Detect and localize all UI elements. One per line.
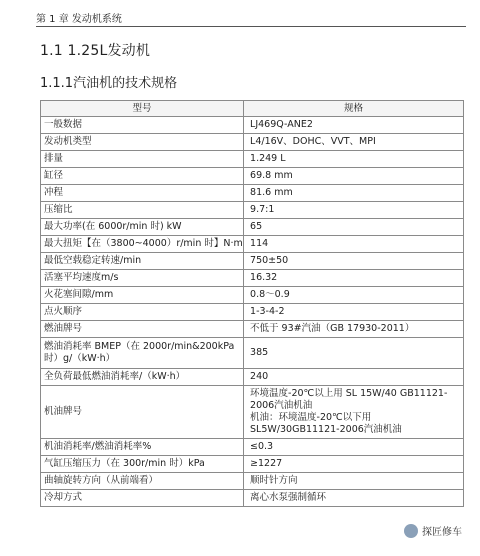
table-row: [41, 490, 464, 507]
table-row: [41, 151, 464, 168]
table-row: [41, 134, 464, 151]
table-header-row: [41, 101, 464, 117]
row-label: 最大扭矩【在（3800~4000）r/min 时】N·m: [41, 236, 244, 253]
row-value: 114: [244, 236, 464, 253]
row-value: 240: [244, 369, 464, 386]
table-row: [41, 456, 464, 473]
row-value: 750±50: [244, 253, 464, 270]
row-value: L4/16V、DOHC、VVT、MPI: [244, 134, 464, 151]
watermark: [400, 521, 466, 540]
row-value: 16.32: [244, 270, 464, 287]
table-row: [41, 185, 464, 202]
header-spec: 规格: [244, 101, 464, 117]
watermark-text: 探匠修车: [422, 527, 462, 538]
row-value: ≤0.3: [244, 439, 464, 456]
row-value: 1.249 L: [244, 151, 464, 168]
table-row: [41, 117, 464, 134]
row-label: 火花塞间隙/mm: [41, 287, 244, 304]
spec-table: [40, 100, 464, 507]
row-value: 1-3-4-2: [244, 304, 464, 321]
row-value: 离心水泵强制循环: [244, 490, 464, 507]
table-row: [41, 253, 464, 270]
row-value: 顺时针方向: [244, 473, 464, 490]
table-row: [41, 321, 464, 338]
row-label: 排量: [41, 151, 244, 168]
row-label: 冲程: [41, 185, 244, 202]
table-row: [41, 473, 464, 490]
table-row: [41, 287, 464, 304]
table-row: [41, 219, 464, 236]
row-label: 缸径: [41, 168, 244, 185]
header-divider: [36, 26, 466, 27]
row-value: 65: [244, 219, 464, 236]
table-row: [41, 168, 464, 185]
row-label: 冷却方式: [41, 490, 244, 507]
chapter-header: 第 1 章 发动机系统: [36, 14, 122, 25]
row-value: 不低于 93#汽油（GB 17930-2011）: [244, 321, 464, 338]
row-label: 活塞平均速度m/s: [41, 270, 244, 287]
row-label: 发动机类型: [41, 134, 244, 151]
row-label: 燃油消耗率 BMEP（在 2000r/min&200kPa 时）g/（kW·h）: [41, 338, 244, 369]
section-title: 1.1 1.25L发动机: [40, 43, 151, 59]
header-model: 型号: [41, 101, 244, 117]
row-label: 气缸压缩压力（在 300r/min 时）kPa: [41, 456, 244, 473]
row-label: 曲轴旋转方向（从前端看）: [41, 473, 244, 490]
row-value: LJ469Q-ANE2: [244, 117, 464, 134]
row-label: 机油牌号: [41, 386, 244, 439]
row-value: 385: [244, 338, 464, 369]
row-value: 0.8～0.9: [244, 287, 464, 304]
table-row: [41, 270, 464, 287]
row-label: 燃油牌号: [41, 321, 244, 338]
row-value: 环境温度-20℃以上用 SL 15W/40 GB11121-2006汽油机油 机油：环境温度-20℃以下用 SL5W/30GB11121-2006汽油机油: [244, 386, 464, 439]
table-row: [41, 369, 464, 386]
table-row: [41, 304, 464, 321]
table-row: [41, 439, 464, 456]
row-label: 最低空载稳定转速/min: [41, 253, 244, 270]
row-value: 69.8 mm: [244, 168, 464, 185]
table-row: [41, 202, 464, 219]
row-label: 机油消耗率/燃油消耗率%: [41, 439, 244, 456]
row-label: 全负荷最低燃油消耗率/（kW·h）: [41, 369, 244, 386]
row-value: 81.6 mm: [244, 185, 464, 202]
table-row: [41, 386, 464, 439]
row-label: 最大功率(在 6000r/min 时) kW: [41, 219, 244, 236]
row-label: 压缩比: [41, 202, 244, 219]
row-label: 点火顺序: [41, 304, 244, 321]
row-label: 一般数据: [41, 117, 244, 134]
subsection-title: 1.1.1汽油机的技术规格: [40, 76, 178, 91]
row-value: ≥1227: [244, 456, 464, 473]
wechat-icon: [404, 524, 418, 538]
row-value: 9.7:1: [244, 202, 464, 219]
table-row: [41, 236, 464, 253]
table-body: [41, 117, 464, 507]
table-row: [41, 338, 464, 369]
